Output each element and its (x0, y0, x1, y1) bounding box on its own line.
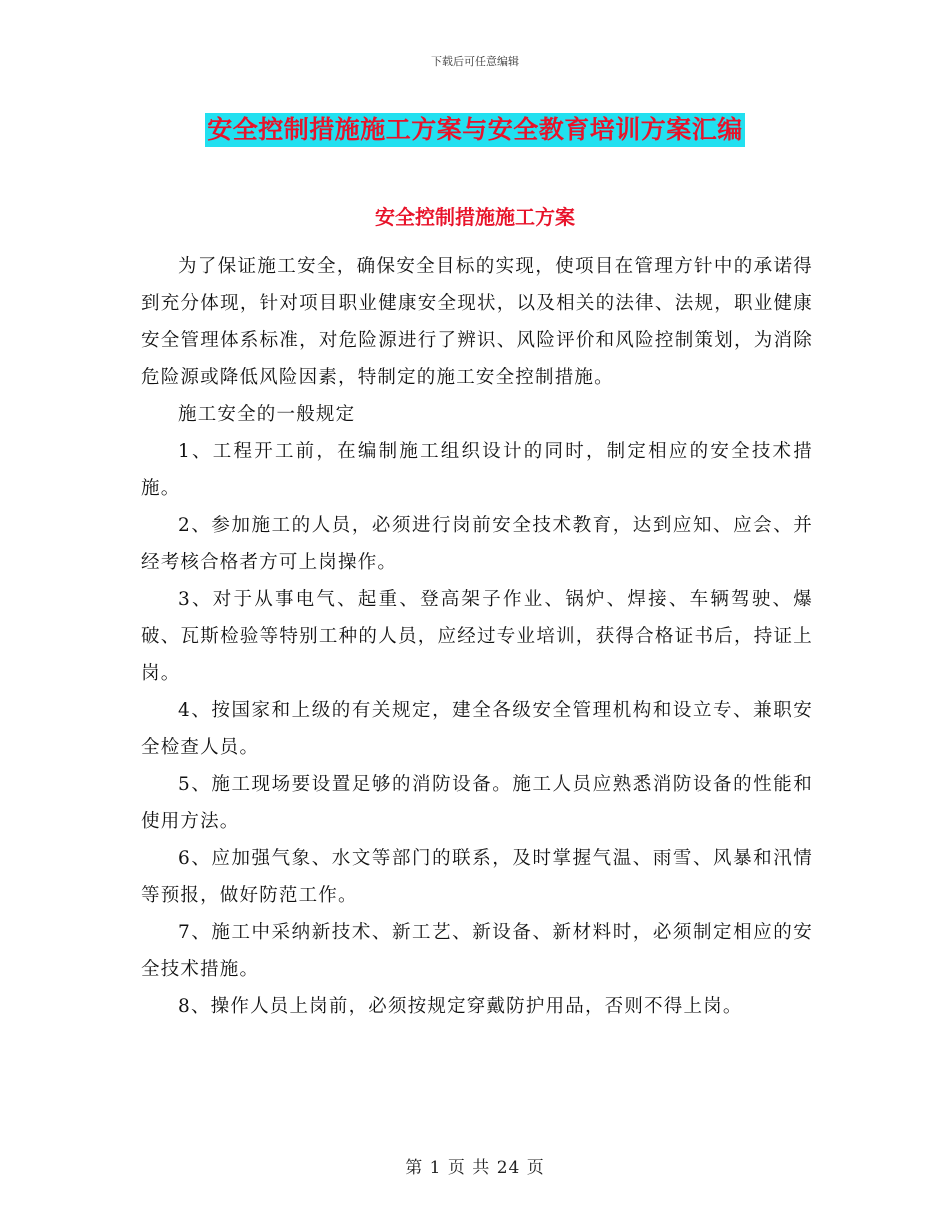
rule-paragraph: 5、施工现场要设置足够的消防设备。施工人员应熟悉消防设备的性能和使用方法。 (141, 774, 813, 832)
main-title: 安全控制措施施工方案与安全教育培训方案汇编 (205, 113, 745, 147)
rule-paragraph: 1、工程开工前，在编制施工组织设计的同时，制定相应的安全技术措施。 (141, 441, 813, 499)
main-title-container (0, 113, 950, 147)
rule-paragraph: 8、操作人员上岗前，必须按规定穿戴防护用品，否则不得上岗。 (178, 996, 743, 1017)
rule-paragraph: 2、参加施工的人员，必须进行岗前安全技术教育，达到应知、应会、并经考核合格者方可上岗操作。 (141, 515, 813, 573)
document-body (141, 248, 813, 1025)
section-title: 安全控制措施施工方案 (375, 205, 575, 229)
intro-paragraph: 为了保证施工安全，确保安全目标的实现，使项目在管理方针中的承诺得到充分体现，针对项目职业健康安全现状，以及相关的法律、法规，职业健康安全管理体系标准，对危险源进行了辨识、风险评价和风险控制策划，为消除危险源或降低风险因素，特制定的施工安全控制措施。 (141, 256, 813, 388)
rule-paragraph: 7、施工中采纳新技术、新工艺、新设备、新材料时，必须制定相应的安全技术措施。 (141, 922, 813, 980)
subheading-general-rules: 施工安全的一般规定 (178, 404, 356, 425)
rule-paragraph: 4、按国家和上级的有关规定，建全各级安全管理机构和设立专、兼职安全检查人员。 (141, 700, 813, 758)
page-number-footer: 第 1 页 共 24 页 (405, 1158, 545, 1178)
rule-paragraph: 3、对于从事电气、起重、登高架子作业、锅炉、焊接、车辆驾驶、爆破、瓦斯检验等特别工种的人员，应经过专业培训，获得合格证书后，持证上岗。 (141, 589, 813, 684)
rule-paragraph: 6、应加强气象、水文等部门的联系，及时掌握气温、雨雪、风暴和汛情等预报，做好防范工作。 (141, 848, 813, 906)
header-note: 下载后可任意编辑 (431, 55, 519, 68)
